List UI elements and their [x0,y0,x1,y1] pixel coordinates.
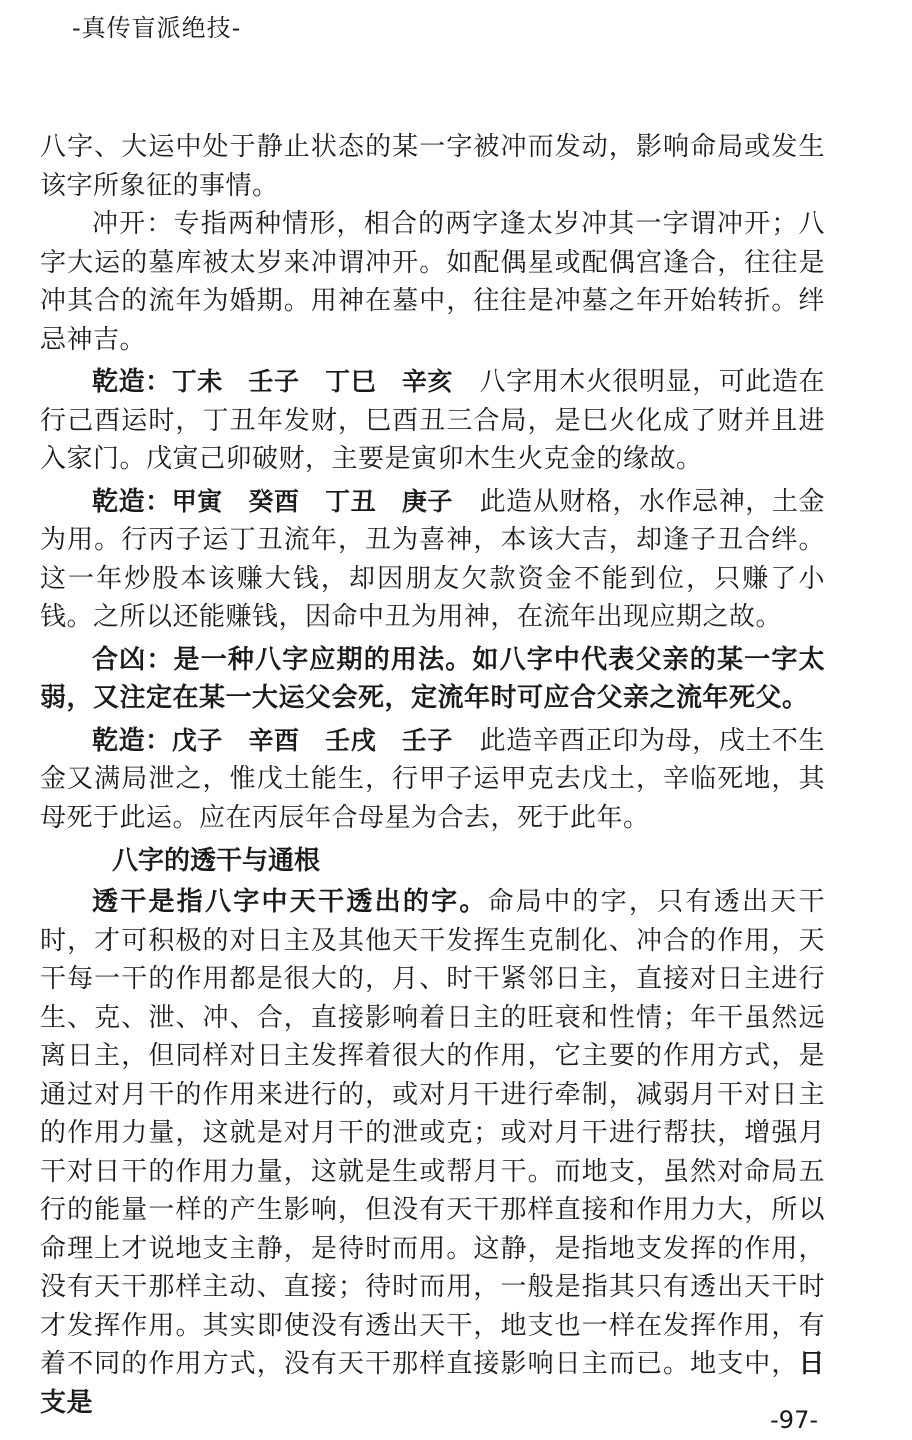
body-text: 命局中的字，只有透出天干时，才可积极的对日主及其他天干发挥生克制化、冲合的作用，天干每一干的作用都是很大的，月、时干紧邻日主，直接对日主进行生、克、泄、冲、合，直接影响着日主的旺衰和性情；年干虽然远离日主，但同样对日主发挥着很大的作用，它主要的作用方式，是通过对月干的作用来进行的，或对月干进行牵制，减弱月干对日主的作用力量，这就是对月干的泄或克；或对月干进行帮扶，增强月干对日干的作用力量，这就是生或帮月干。而地支，虽然对命局五行的能量一样的产生影响，但没有天干那样直接和作用力大，所以命理上才说地支主静，是待时而用。这静，是指地支发挥的作用，没有天干那样主动、直接；待时而用，一般是指其只有透出天干时才发挥作用。其实即使没有透出天干，地支也一样在发挥作用，有着不同的作用方式，没有天干那样直接影响日主而已。地支中， [40,887,825,1379]
example-text: 八字用木火很明显，可此造在行己酉运时，丁丑年发财，巳酉丑三合局，是巳火化成了财并且进入家门。戊寅己卯破财，主要是寅卯木生火克金的缘故。 [40,367,825,474]
paragraph-tougan [40,883,825,1422]
paragraph-chong-fadong: 八字、大运中处于静止状态的某一字被冲而发动，影响命局或发生该字所象征的事情。 [40,132,825,201]
paragraph-example-3 [40,722,825,838]
page-number: -97- [770,1406,818,1434]
paragraph-example-2 [40,483,825,637]
paragraph-chongkai: 冲开：专指两种情形，相合的两字逢太岁冲其一字谓冲开；八字大运的墓库被太岁来冲谓冲开。如配偶星或配偶宫逢合，往往是冲其合的流年为婚期。用神在墓中，往往是冲墓之年开始转折。绊忌神吉。 [40,209,825,355]
example-label: 乾造： [92,486,172,517]
bold-tail-text: 日支是 [40,1349,825,1418]
bazi-chart: 甲寅 癸酉 丁丑 庚子 [171,486,454,516]
bold-lead-sentence: 透干是指八字中天干透出的字。 [92,887,488,917]
section-heading: 八字的透干与通根 [112,846,321,876]
paragraph-example-1 [40,363,825,479]
example-text: 此造从财格，水作忌神，土金为用。行丙子运丁丑流年，丑为喜神，本该大吉，却逢子丑合绊。这一年炒股本该赚大钱，却因朋友欠款资金不能到位，只赚了小钱。之所以还能赚钱，因命中丑为用神，在流年出现应期之故。 [40,486,825,632]
bazi-chart: 戊子 辛酉 壬戌 壬子 [171,725,454,755]
running-header: -真传盲派绝技- [72,14,242,42]
paragraph-hexiong: 合凶：是一种八字应期的用法。如八字中代表父亲的某一字太弱，又注定在某一大运父会死，定流年时可应合父亲之流年死父。 [40,644,825,713]
page-body [40,128,825,1422]
example-label: 乾造： [92,725,172,756]
bazi-chart: 丁未 壬子 丁巳 辛亥 [171,367,454,396]
example-label: 乾造： [92,367,172,397]
example-text: 此造辛酉正印为母，戌土不生金又满局泄之，惟戊土能生，行甲子运甲克去戊土，辛临死地，其母死于此运。应在丙辰年合母星为合去，死于此年。 [40,725,825,833]
